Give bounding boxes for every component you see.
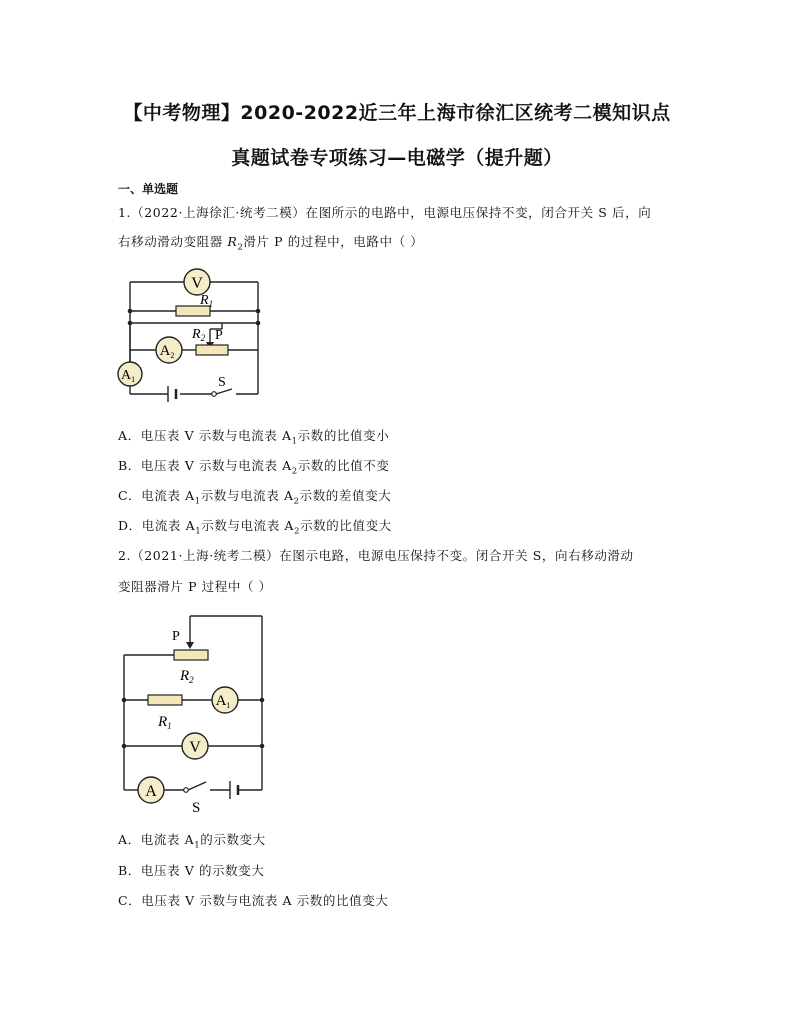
q1-stem-line2: 右移动滑动变阻器 $R_2$滑片 P 的过程中，电路中（ ）: [118, 234, 424, 253]
page-title: 【中考物理】2020-2022近三年上海市徐汇区统考二模知识点: [123, 102, 671, 124]
q1-r2-label: $R_2$: [192, 327, 206, 343]
q2-stem-line1: 2.（2021·上海·统考二模）在图示电路，电源电压保持不变。闭合开关 S，向右移动滑动: [118, 548, 634, 563]
q2-option-a: A．电流表 $A_1$的示数变大: [118, 832, 266, 851]
rheostat-r2-icon: [174, 650, 208, 660]
resistor-r1-icon: [148, 695, 182, 705]
q2-slider-p-label: P: [172, 629, 180, 644]
q1-a2-label: $A_2$: [159, 343, 175, 360]
switch-icon: [212, 392, 217, 397]
q2-option-c: C．电压表 V 示数与电流表 A 示数的比值变大: [118, 893, 389, 908]
q1-switch-label: S: [218, 375, 226, 390]
q1-option-b: B．电压表 V 示数与电流表 $A_2$示数的比值不变: [118, 458, 390, 477]
q1-circuit-diagram: [110, 262, 280, 412]
rheostat-r2-icon: [196, 345, 228, 355]
section-heading: 一、单选题: [118, 182, 179, 196]
q2-circuit-diagram: [112, 606, 272, 816]
q1-a1-label: $A_1$: [120, 368, 136, 384]
slider-arrow-icon: [186, 642, 194, 649]
q2-switch-label: S: [192, 800, 201, 816]
q1-slider-p-label: P: [215, 328, 223, 343]
page-subtitle: 真题试卷专项练习—电磁学（提升题）: [231, 147, 563, 169]
q2-a-label: A: [145, 783, 157, 800]
q2-option-b: B．电压表 V 的示数变大: [118, 863, 265, 878]
q1-r1-label: $R_1$: [200, 293, 214, 309]
q2-r2-label: $R_2$: [180, 668, 194, 685]
q1-option-d: D．电流表 $A_1$示数与电流表 $A_2$示数的比值变大: [118, 518, 392, 537]
q1-stem-line1: 1.（2022·上海徐汇·统考二模）在图所示的电路中，电源电压保持不变，闭合开关 S 后，向: [118, 205, 652, 220]
q1-v-label: V: [191, 275, 203, 292]
q2-v-label: V: [189, 739, 201, 756]
q1-option-c: C．电流表 $A_1$示数与电流表 $A_2$示数的差值变大: [118, 488, 392, 507]
q2-r1-label: $R_1$: [158, 714, 172, 731]
q2-stem-line2: 变阻器滑片 P 过程中（ ）: [118, 579, 272, 594]
q1-option-a: A．电压表 V 示数与电流表 $A_1$示数的比值变小: [118, 428, 390, 447]
q2-a1-label: $A_1$: [215, 693, 231, 710]
switch-icon: [184, 788, 189, 793]
